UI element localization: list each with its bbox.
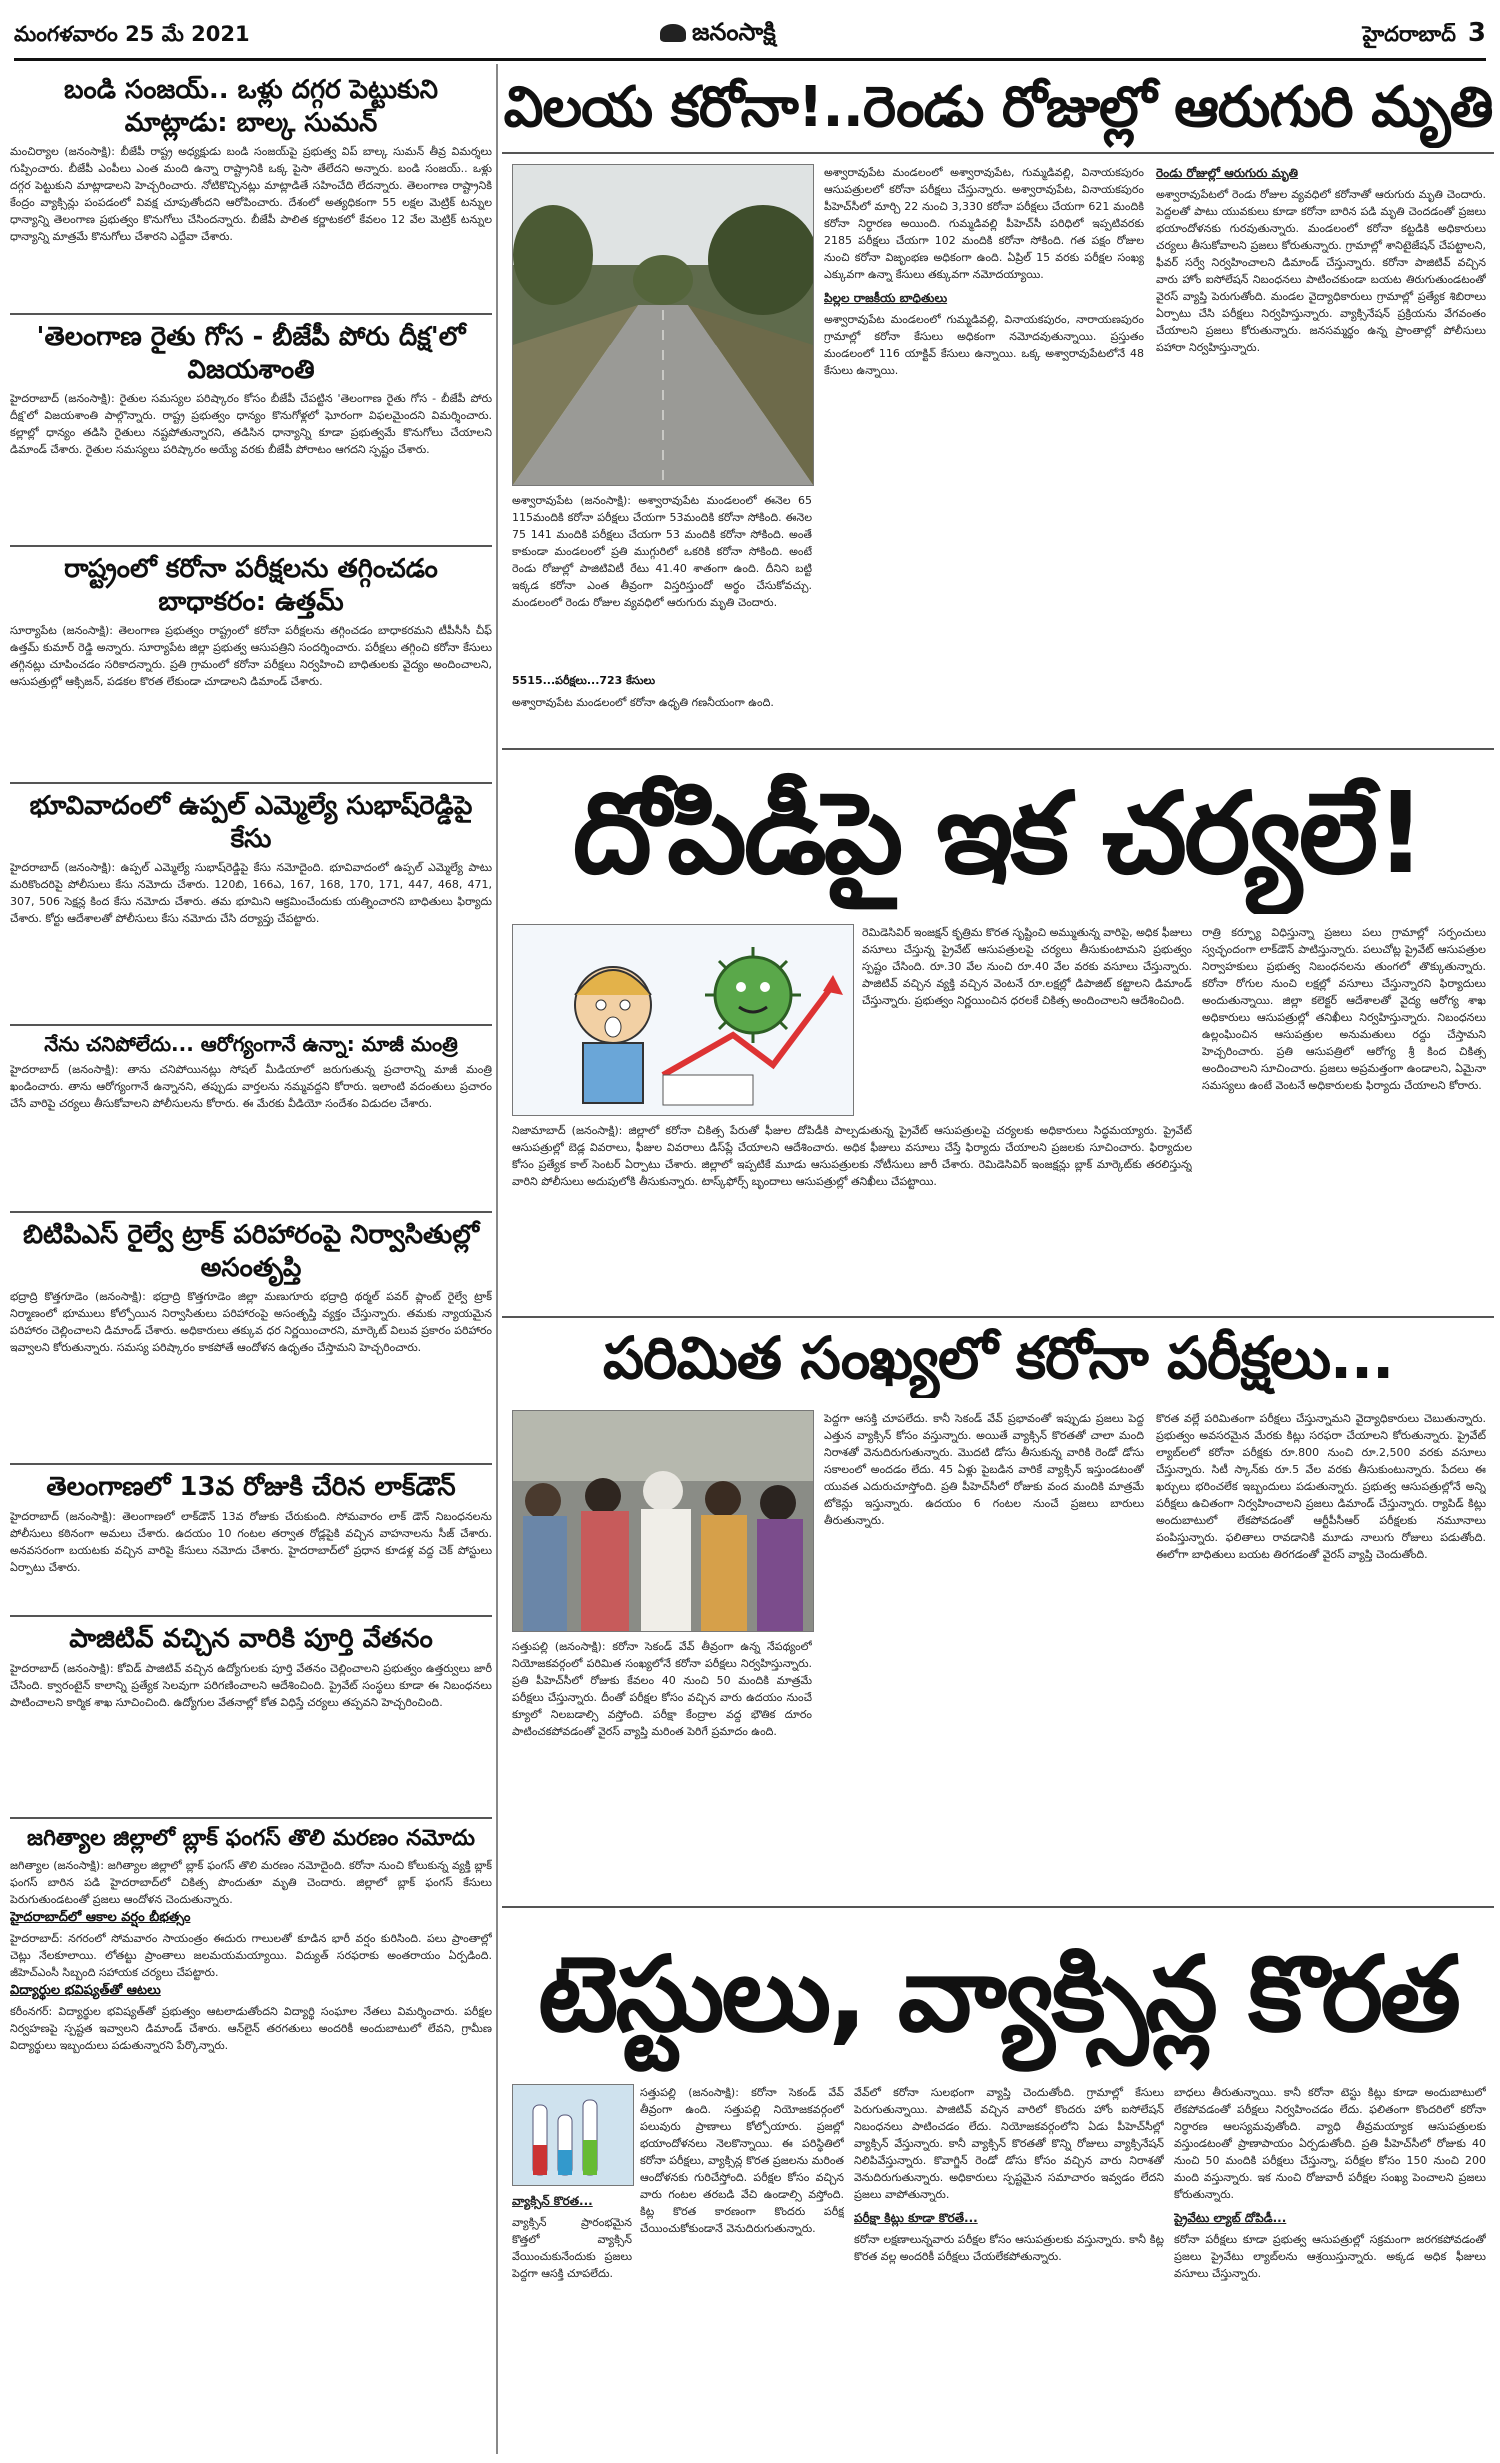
left-story-headline: తెలంగాణలో 13వ రోజుకి చేరిన లాక్‌డౌన్	[46, 1472, 456, 1502]
story3-headline: పరిమిత సంఖ్యలో కరోనా పరీక్షలు...	[602, 1324, 1394, 1392]
story4-subhead: వ్యాక్సిన్ కొరత...	[512, 2194, 593, 2208]
left-story-body: హైదరాబాద్ (జనంసాక్షి): తాను చనిపోయినట్లు సోషల్ మీడియాలో జరుగుతున్న ప్రచారాన్ని మాజీ మంత్రి ఖండించారు. తాను ఆరోగ్యంగానే ఉన్నానని, తప్పుడు వార్తలను నమ్మవద్దని కోరారు. ఇలాంటి వదంతులు ప్రచారం చేసే వారిపై చర్యలు తీసుకోవాలని పోలీసులను కోరారు. ఈ మేరకు వీడియో సందేశం విడుదల చేశారు.	[10, 1063, 492, 1111]
left-story-body: హైదరాబాద్ (జనంసాక్షి): తెలంగాణలో లాక్‌డౌన్ 13వ రోజుకు చేరుకుంది. సోమవారం లాక్ డౌన్ నిబంధనలను పోలీసులు కఠినంగా అమలు చేశారు. ఉదయం 10 గంటల తర్వాత రోడ్లపైకి వచ్చిన వాహనాలను సీజ్ చేశారు. అనవసరంగా బయటకు వచ్చిన వారిపై కేసులు నమోదు చేశారు. హైదరాబాద్‌లో ప్రధాన కూడళ్ల వద్ద చెక్ పోస్టులు ఏర్పాటు చేశారు.	[10, 1509, 492, 1574]
left-story-headline: బిటిపిఎస్ రైల్వే ట్రాక్ పరిహారంపై నిర్వాసితుల్లో అసంతృప్తి	[22, 1220, 480, 1283]
left-story-headline: 'తెలంగాణ రైతు గోస - బీజేపీ పోరు దీక్ష'లో విజయశాంతి	[36, 322, 466, 385]
column-divider	[496, 64, 498, 2454]
story4-col1-lower	[512, 2192, 632, 2444]
edition-city: హైదరాబాద్	[1362, 22, 1456, 46]
left-story	[10, 784, 492, 1026]
story3-col3: కొరత వల్లే పరిమితంగా పరీక్షలు చేస్తున్నామని వైద్యాధికారులు చెబుతున్నారు. ప్రభుత్వం అవసరమైన మేరకు కిట్లు సరఫరా చేయాలని కోరుతున్నారు. ప్రైవేట్ ల్యాబ్‌లలో కరోనా పరీక్షకు రూ.800 నుంచి రూ.2,500 వరకు వసూలు చేస్తున్నారు. సిటీ స్కాన్‌కు రూ.5 వేల వరకు తీసుకుంటున్నారు. పేదలు ఈ ఖర్చులు భరించలేక ఇబ్బందులు పడుతున్నారు. ప్రభుత్వ ఆసుపత్రుల్లోనే అన్ని పరీక్షలు ఉచితంగా నిర్వహించాలని ప్రజలు డిమాండ్ చేస్తున్నారు. ర్యాపిడ్ కిట్లు అందుబాటులో లేకపోవడంతో ఆర్టీపీసీఆర్ పరీక్షలకు నమూనాలు పంపిస్తున్నారు. ఫలితాలు రావడానికి మూడు నాలుగు రోజులు పడుతోంది. ఈలోగా బాధితులు బయట తిరగడంతో వైరస్ వ్యాప్తి చెందుతోంది.	[1156, 1412, 1486, 1562]
story4-col2-text: వేవ్‌లో కరోనా సులభంగా వ్యాప్తి చెందుతోంది. గ్రామాల్లో కేసులు పెరుగుతున్నాయి. పాజిటివ్ వచ్చిన వారిలో కొందరు హోం ఐసోలేషన్ నిబంధనలు పాటించడం లేదు. నియోజకవర్గంలోని ఏడు పీహెచ్‌సీల్లో వ్యాక్సిన్ వేస్తున్నారు. కానీ వ్యాక్సిన్ కొరతతో కొన్ని రోజులు వ్యాక్సినేషన్ నిలిపివేస్తున్నారు. కొవాగ్జిన్ రెండో డోసు కోసం వచ్చిన వారు నిరాశతో వెనుదిరుగుతున్నారు. అధికారులు స్పష్టమైన సమాచారం ఇవ్వడం లేదని ప్రజలు వాపోతున్నారు.	[854, 2086, 1164, 2202]
left-story-headline: నేను చనిపోలేదు... ఆరోగ్యంగానే ఉన్నా: మాజీ మంత్రి	[44, 1032, 458, 1056]
story1-headline: విలయ కరోనా!..రెండు రోజుల్లో ఆరుగురి మృతి	[503, 75, 1493, 140]
left-story	[10, 1617, 492, 1819]
left-story-body: సూర్యాపేట (జనంసాక్షి): తెలంగాణ ప్రభుత్వం రాష్ట్రంలో కరోనా పరీక్షలను తగ్గించడం బాధాకరమని టీపీసీసీ చీఫ్ ఉత్తమ్ కుమార్ రెడ్డి అన్నారు. సూర్యాపేట జిల్లా ప్రభుత్వ ఆసుపత్రిని సందర్శించారు. పరీక్షలు తగ్గించి కరోనా కేసులు తగ్గినట్లు చూపించడం సరికాదన్నారు. ప్రతి గ్రామంలో కరోనా పరీక్షలు నిర్వహించి బాధితులకు వైద్యం అందించాలని, ఆసుపత్రుల్లో ఆక్సిజన్, పడకల కొరత లేకుండా చూడాలని డిమాండ్ చేశారు.	[10, 624, 492, 689]
left-story-headline: భూవివాదంలో ఉప్పల్ ఎమ్మెల్యే సుభాష్‌రెడ్డిపై కేసు	[29, 791, 473, 854]
left-story-body: జగిత్యాల (జనంసాక్షి): జగిత్యాల జిల్లాలో బ్లాక్ ఫంగస్ తొలి మరణం నమోదైంది. కరోనా నుంచి కోలుకున్న వ్యక్తి బ్లాక్ ఫంగస్ బారిన పడి హైదరాబాద్‌లో చికిత్స పొందుతూ మృతి చెందారు. జిల్లాలో బ్లాక్ ఫంగస్ కేసులు పెరుగుతుండటంతో ప్రజలు ఆందోళన చెందుతున్నారు.	[10, 1858, 492, 1906]
story4-col3-text: కరోనా పరీక్షలు కూడా ప్రభుత్వ ఆసుపత్రుల్లో సక్రమంగా జరగకపోవడంతో ప్రజలు ప్రైవేటు ల్యాబ్‌లను ఆశ్రయిస్తున్నారు. అక్కడ అధిక ఫీజులు వసూలు చేస్తున్నారు.	[1174, 2232, 1486, 2281]
story-divider	[502, 748, 1494, 750]
left-column	[10, 68, 492, 2456]
story1-subhead: రెండు రోజుల్లో ఆరుగురు మృతి	[1156, 166, 1299, 180]
issue-date: మంగళవారం 25 మే 2021	[14, 22, 250, 46]
story1-col1-cont: అశ్వారావుపేట మండలంలో కరోనా ఉధృతి గణనీయంగా ఉంది.	[512, 696, 774, 709]
left-story-body: హైదరాబాద్ (జనంసాక్షి): కోవిడ్ పాజిటివ్ వచ్చిన ఉద్యోగులకు పూర్తి వేతనం చెల్లించాలని ప్రభుత్వం ఉత్తర్వులు జారీ చేసింది. క్వారంటైన్ కాలాన్ని ప్రత్యేక సెలవుగా పరిగణించాలని ఆదేశించింది. ప్రైవేట్ సంస్థలు కూడా ఈ నిబంధనలు పాటించాలని కార్మిక శాఖ సూచించింది. ఉద్యోగుల వేతనాల్లో కోత విధిస్తే చర్యలు తప్పవని హెచ్చరించింది.	[10, 1661, 492, 1709]
crowd-photo	[512, 1410, 814, 1632]
left-story-subhead: హైదరాబాద్‌లో ఆకాల వర్షం బీభత్సం	[10, 1909, 191, 1925]
left-story-headline: జగిత్యాల జిల్లాలో బ్లాక్ ఫంగస్ తొలి మరణం నమోదు	[26, 1826, 476, 1851]
cartoon-image	[513, 925, 853, 1115]
story4-subhead: ప్రైవేటు ల్యాబ్ దోపిడీ...	[1174, 2211, 1287, 2226]
story1-col2-text: అశ్వారావుపేట మండలంలో అశ్వారావుపేట, గుమ్మడివల్లి, వినాయకపురం ఆసుపత్రులలో కరోనా పరీక్షలు చేస్తున్నారు. అశ్వారావుపేట, వినాయకపురం పీహెచ్‌సీలో మార్చి 22 నుంచి 3,330 కరోనా పరీక్షలు చేయగా 621 మందికి కరోనా నిర్ధారణ అయింది. గుమ్మడివల్లి పీహెచ్‌సీ పరిధిలో ఇప్పటివరకు 2185 పరీక్షలు చేయగా 102 మందికి కరోనా సోకింది. గత పక్షం రోజుల నుంచి కరోనా విజృంభణ అధికంగా ఉంది. ఏప్రిల్ 15 వరకు పరీక్షల సంఖ్య ఎక్కువగా ఉన్నా కేసులు తక్కువగా నమోదయ్యాయి.	[824, 166, 1144, 282]
newspaper-logo	[660, 18, 776, 52]
left-story-body: కరీంనగర్: విద్యార్థుల భవిష్యత్‌తో ప్రభుత్వం ఆటలాడుతోందని విద్యార్థి సంఘాల నేతలు విమర్శించారు. పరీక్షల నిర్వహణపై స్పష్టత ఇవ్వాలని డిమాండ్ చేశారు. ఆన్‌లైన్ తరగతులు అందరికీ అందుబాటులో లేవని, గ్రామీణ విద్యార్థులు ఇబ్బందులు పడుతున్నారని పేర్కొన్నారు.	[10, 2004, 492, 2052]
story2-col1: రెమిడెసివిర్ ఇంజక్షన్ కృత్రిమ కొరత సృష్టించి అమ్ముతున్న వారిపై, అధిక ఫీజులు వసూలు చేస్తున్న ప్రైవేట్ ఆసుపత్రులపై చర్యలు తీసుకుంటామని ప్రభుత్వం స్పష్టం చేసింది. రూ.30 వేల నుంచి రూ.40 వేల వరకు వసూలు చేస్తున్నారు. పాజిటివ్ వచ్చిన వ్యక్తి వచ్చిన వెంటనే రూ.లక్షల్లో డిపాజిట్ కట్టాలని డిమాండ్ చేస్తున్నారు. ప్రభుత్వం నిర్ణయించిన ధరలకే చికిత్స అందించాలని ఆదేశించింది.	[862, 926, 1192, 1008]
lab-photo-image	[513, 2085, 633, 2185]
story1-col2	[824, 164, 1144, 742]
story4-headline: టెస్టులు, వ్యాక్సిన్ల కొరత	[538, 1933, 1458, 2055]
story4-col1-text: సత్తుపల్లి (జనంసాక్షి): కరోనా సెకండ్ వేవ్ తీవ్రంగా ఉంది. సత్తుపల్లి నియోజకవర్గంలో పలువురు ప్రాణాలు కోల్పోయారు. ప్రజల్లో భయాందోళనలు నెలకొన్నాయి. ఈ పరిస్థితిలో కరోనా పరీక్షలు, వ్యాక్సిన్ల కొరత ప్రజలను మరింత ఆందోళనకు గురిచేస్తోంది. పరీక్షల కోసం వచ్చిన వారు గంటల తరబడి వేచి ఉండాల్సి వస్తోంది. కిట్ల కొరత కారణంగా కొందరు పరీక్ష చేయించుకోకుండానే వెనుదిరుగుతున్నారు.	[640, 2086, 844, 2236]
story-divider	[502, 152, 1494, 154]
story2-col2: నిజామాబాద్ (జనంసాక్షి): జిల్లాలో కరోనా చికిత్స పేరుతో ఫీజుల దోపిడీకి పాల్పడుతున్న ప్రైవేట్ ఆసుపత్రులపై చర్యలకు అధికారులు సిద్ధమయ్యారు. ప్రైవేట్ ఆసుపత్రుల్లో బెడ్ల వివరాలు, ఫీజుల వివరాలు డిస్‌ప్లే చేయాలని ఆదేశించారు. అధిక ఫీజులు వసూలు చేస్తే ఫిర్యాదు చేయాలని ప్రజలకు సూచించారు. ఫిర్యాదుల కోసం ప్రత్యేక కాల్ సెంటర్ ఏర్పాటు చేశారు. జిల్లాలో ఇప్పటికే మూడు ఆసుపత్రులకు నోటీసులు జారీ చేశారు. రెమిడెసివిర్ ఇంజక్షన్లు బ్లాక్ మార్కెట్‌కు తరలిస్తున్న వారిని పోలీసులు అదుపులోకి తీసుకున్నారు. టాస్క్‌ఫోర్స్ బృందాలు ఆసుపత్రుల్లో తనిఖీలు చేపట్టాయి.	[512, 1124, 1192, 1189]
masthead	[0, 0, 1500, 58]
story3-col2: పెద్దగా ఆసక్తి చూపలేదు. కానీ సెకండ్ వేవ్ ప్రభావంతో ఇప్పుడు ప్రజలు పెద్ద ఎత్తున వ్యాక్సిన్ కోసం వస్తున్నారు. అయితే వ్యాక్సిన్ కొరతతో చాలా మంది నిరాశతో వెనుదిరుగుతున్నారు. మొదటి డోసు తీసుకున్న వారికి రెండో డోసు సకాలంలో అందడం లేదు. 45 ఏళ్లు పైబడిన వారికే వ్యాక్సిన్ ఇస్తుండటంతో యువత ఎదురుచూస్తోంది. ప్రతి పీహెచ్‌సీలో రోజుకు వంద మందికి మాత్రమే టోకెన్లు ఇస్తున్నారు. ఉదయం 6 గంటల నుంచే ప్రజలు బారులు తీరుతున్నారు.	[824, 1412, 1144, 1528]
main-area	[502, 64, 1494, 2456]
road-photo-image	[513, 165, 813, 485]
story2-headline: దోపిడీపై ఇక చర్యలే!	[572, 769, 1424, 899]
left-story-body: మంచిర్యాల (జనంసాక్షి): బీజేపీ రాష్ట్ర అధ్యక్షుడు బండి సంజయ్‌పై ప్రభుత్వ విప్ బాల్క సుమన్ తీవ్ర విమర్శలు గుప్పించారు. బీజేపీ ఎంపీలు ఎంత మంది ఉన్నా రాష్ట్రానికి ఒక్క పైసా తేలేదని అన్నారు. బండి సంజయ్.. ఒళ్లు దగ్గర పెట్టుకుని మాట్లాడాలని హెచ్చరించారు. నోటికొచ్చినట్లు మాట్లాడితే సహించేది లేదన్నారు. తెలంగాణ రాష్ట్రానికి కేంద్రం వ్యాక్సిన్లు పంపడంలో వివక్ష చూపుతోందని ఆరోపించారు. దేశంలో అత్యధికంగా 55 లక్షల మెట్రిక్ టన్నుల ధాన్యాన్ని తెలంగాణ ప్రభుత్వం కొనుగోలు చేసిందన్నారు. బీజేపీ పాలిత కర్ణాటకలో కేవలం 12 వేల మెట్రిక్ టన్నుల ధాన్యాన్ని మాత్రమే కొనుగోలు చేశారని ఎద్దేవా చేశారు.	[10, 145, 492, 244]
left-story	[10, 1819, 492, 2389]
story4-col3-text: బాధలు తీరుతున్నాయి. కానీ కరోనా టెస్టు కిట్లు కూడా అందుబాటులో లేకపోవడంతో పరీక్షలు నిర్వహించడం లేదు. ఫలితంగా కొందరిలో కరోనా నిర్ధారణ ఆలస్యమవుతోంది. వ్యాధి తీవ్రమయ్యాక ఆసుపత్రులకు వస్తుండటంతో ప్రాణాపాయం ఏర్పడుతోంది. ప్రతి పీహెచ్‌సీలో రోజుకు 40 నుంచి 50 మందికి పరీక్షలు చేస్తున్నా, పరీక్షల కోసం 150 నుంచి 200 మంది వస్తున్నారు. ఇక నుంచి రోజువారీ పరీక్షల సంఖ్య పెంచాలని ప్రజలు కోరుతున్నారు.	[1174, 2086, 1486, 2202]
left-story	[10, 1213, 492, 1465]
story4-col1-text: వ్యాక్సిన్ ప్రారంభమైన కొత్తలో వ్యాక్సిన్ వేయించుకునేందుకు ప్రజలు పెద్దగా ఆసక్తి చూపలేదు.	[512, 2215, 632, 2280]
left-story-body: హైదరాబాద్: నగరంలో సోమవారం సాయంత్రం ఈదురు గాలులతో కూడిన భారీ వర్షం కురిసింది. పలు ప్రాంతాల్లో చెట్లు నేలకూలాయి. లోతట్టు ప్రాంతాలు జలమయమయ్యాయి. విద్యుత్ సరఫరాకు అంతరాయం ఏర్పడింది. జీహెచ్ఎంసీ సిబ్బంది సహాయక చర్యలు చేపట్టారు.	[10, 1931, 492, 1979]
left-story-body: భద్రాద్రి కొత్తగూడెం (జనంసాక్షి): భద్రాద్రి కొత్తగూడెం జిల్లా మణుగూరు భద్రాద్రి థర్మల్ పవర్ ప్లాంట్ రైల్వే ట్రాక్ నిర్మాణంలో భూములు కోల్పోయిన నిర్వాసితులు పరిహారంపై అసంతృప్తి వ్యక్తం చేస్తున్నారు. తమకు న్యాయమైన పరిహారం చెల్లించాలని డిమాండ్ చేశారు. అధికారులు తక్కువ ధర నిర్ణయించారని, మార్కెట్ విలువ ప్రకారం పరిహారం ఇవ్వాలని కోరుతున్నారు. సమస్య పరిష్కారం కాకపోతే ఆందోళన ఉధృతం చేస్తామని హెచ్చరించారు.	[10, 1290, 492, 1355]
left-story-headline: పాజిటివ్ వచ్చిన వారికి పూర్తి వేతనం	[69, 1624, 433, 1654]
story4-col1	[640, 2084, 844, 2444]
photo-caption: 5515...పరీక్షలు...723 కేసులు	[512, 674, 656, 687]
left-story-subhead: విద్యార్థుల భవిష్యత్‌తో ఆటలు	[10, 1982, 161, 1998]
left-story-headline: బండి సంజయ్.. ఒళ్లు దగ్గర పెట్టుకుని మాట్లాడు: బాల్క సుమన్	[64, 75, 438, 138]
left-story	[10, 1465, 492, 1617]
left-story-body: హైదరాబాద్ (జనంసాక్షి): ఉప్పల్ ఎమ్మెల్యే సుభాష్‌రెడ్డిపై కేసు నమోదైంది. భూవివాదంలో ఉప్పల్ ఎమ్మెల్యే పాటు మరికొందరిపై పోలీసులు కేసు నమోదు చేశారు. 120బి, 166ఎ, 167, 168, 170, 171, 447, 468, 471, 307, 506 సెక్షన్ల కింద కేసు నమోదు చేశారు. తమ భూమిని ఆక్రమించేందుకు యత్నించారని బాధితులు ఫిర్యాదు చేశారు. కోర్టు ఆదేశాలతో పోలీసులు కేసు నమోదు చేసి దర్యాప్తు చేపట్టారు.	[10, 861, 492, 926]
left-story	[10, 547, 492, 784]
left-story	[10, 315, 492, 547]
story4-col2-text: కరోనా లక్షణాలున్నవారు పరీక్షల కోసం ఆసుపత్రులకు వస్తున్నారు. కానీ కిట్ల కొరత వల్ల అందరికీ పరీక్షలు చేయలేకపోతున్నారు.	[854, 2232, 1164, 2263]
story2-col3: రాత్రి కర్ఫ్యూ విధిస్తున్నా ప్రజలు పలు గ్రామాల్లో సర్పంచులు స్వచ్ఛందంగా లాక్‌డౌన్ పాటిస్తున్నారు. పలుచోట్ల ప్రైవేట్ ఆసుపత్రుల నిర్వాహకులు ప్రభుత్వ నిబంధనలను తుంగలో తొక్కుతున్నారు. కరోనా రోగుల నుంచి లక్షల్లో వసూలు చేస్తున్నారని ఫిర్యాదులు అందుతున్నాయి. జిల్లా కలెక్టర్ ఆదేశాలతో వైద్య ఆరోగ్య శాఖ అధికారులు ఆసుపత్రుల్లో తనిఖీలు నిర్వహిస్తున్నారు. నిబంధనలు ఉల్లంఘించిన ఆసుపత్రుల అనుమతులు రద్దు చేస్తామని హెచ్చరించారు. ప్రతి ఆసుపత్రిలో ఆరోగ్య శ్రీ కింద చికిత్స అందించాలని సూచించారు. ప్రజలు అప్రమత్తంగా ఉండాలని, ఏమైనా సమస్యలు ఉంటే వెంటనే అధికారులకు ఫిర్యాదు చేయాలని కోరారు.	[1202, 926, 1486, 1093]
story-divider	[502, 1906, 1494, 1908]
logo-mark-icon	[660, 24, 686, 42]
logo-text: జనంసాక్షి	[692, 18, 776, 46]
left-story-headline: రాష్ట్రంలో కరోనా పరీక్షలను తగ్గించడం బాధాకరం: ఉత్తమ్	[64, 554, 438, 617]
masthead-rule	[14, 58, 1486, 61]
story1-subhead: పిల్లల రాజకీయ బాధితులు	[824, 291, 948, 306]
story4-col3	[1174, 2084, 1486, 2444]
story1-col2-text: అశ్వారావుపేట మండలంలో గుమ్మడివల్లి, వినాయకపురం, నారాయణపురం గ్రామాల్లో కరోనా కేసులు అధికంగా నమోదవుతున్నాయి. ప్రస్తుతం మండలంలో 116 యాక్టివ్ కేసులు ఉన్నాయి. ఒక్క అశ్వారావుపేటలోనే 48 కేసులు ఉన్నాయి.	[824, 312, 1144, 378]
story1-col3	[1156, 164, 1486, 742]
left-story	[10, 1026, 492, 1213]
story4-subhead: పరీక్షా కిట్లు కూడా కొరతే...	[854, 2211, 978, 2226]
story3-col1: సత్తుపల్లి (జనంసాక్షి): కరోనా సెకండ్ వేవ్ తీవ్రంగా ఉన్న నేపథ్యంలో నియోజకవర్గంలో పరిమిత సంఖ్యలోనే కరోనా పరీక్షలు నిర్వహిస్తున్నారు. ప్రతి పీహెచ్‌సీలో రోజుకు కేవలం 40 నుంచి 50 మందికి మాత్రమే పరీక్షలు చేస్తున్నారు. దీంతో పరీక్షల కోసం వచ్చిన వారు ఉదయం నుంచే క్యూలో నిలబడాల్సి వస్తోంది. పరీక్షా కేంద్రాల వద్ద భౌతిక దూరం పాటించకపోవడంతో వైరస్ వ్యాప్తి మరింత పెరిగే ప్రమాదం ఉంది.	[512, 1640, 812, 1739]
cartoon-illustration	[512, 924, 854, 1116]
story1-col3-text: అశ్వారావుపేటలో రెండు రోజుల వ్యవధిలో కరోనాతో ఆరుగురు మృతి చెందారు. పెద్దలతో పాటు యువకులు కూడా కరోనా బారిన పడి మృతి చెందడంతో ప్రజలు భయాందోళనకు గురవుతున్నారు. మండలంలో కరోనా కట్టడికి అధికారులు చర్యలు తీసుకోవాలని ప్రజలు కోరుతున్నారు. గ్రామాల్లో శానిటైజేషన్ చేపట్టాలని, ఫీవర్ సర్వే నిర్వహించాలని డిమాండ్ చేస్తున్నారు. కరోనా పాజిటివ్ వచ్చిన వారు హోం ఐసోలేషన్ నిబంధనలు పాటించకుండా బయట తిరుగుతుండటంతో వైరస్ వ్యాప్తి పెరుగుతోంది. మండల వైద్యాధికారులు గ్రామాల్లో ప్రత్యేక శిబిరాలు ఏర్పాటు చేసి పరీక్షలు నిర్వహిస్తున్నారు. వ్యాక్సినేషన్ ప్రక్రియను వేగవంతం చేయాలని ప్రజలు కోరుతున్నారు. జనసమ్మర్థం ఉన్న ప్రాంతాల్లో పోలీసులు పహారా నిర్వహిస్తున్నారు.	[1156, 187, 1486, 355]
lab-photo	[512, 2084, 634, 2186]
story1-col1: అశ్వారావుపేట (జనంసాక్షి): అశ్వారావుపేట మండలంలో ఈనెల 65 115మందికి కరోనా పరీక్షలు చేయగా 53మందికి కరోనా సోకింది. ఈనెల 75 141 మందికి పరీక్షలు చేయగా 53 మందికి కరోనా సోకింది. అంతే కాకుండా మండలంలో ప్రతి ముగ్గురిలో ఒకరికి కరోనా సోకింది. అంటే రెండు రోజుల్లో పాజిటివిటీ రేటు 41.40 శాతంగా ఉంది. దీనిని బట్టి ఇక్కడ కరోనా ఎంత తీవ్రంగా విస్తరిస్తుందో అర్థం చేసుకోవచ్చు. మండలంలో రెండు రోజుల వ్యవధిలో ఆరుగురు మృతి చెందారు.	[512, 494, 812, 610]
left-story	[10, 68, 492, 315]
crowd-photo-image	[513, 1411, 813, 1631]
page-number: 3	[1467, 18, 1486, 48]
road-photo	[512, 164, 814, 486]
left-story-body: హైదరాబాద్ (జనంసాక్షి): రైతుల సమస్యల పరిష్కారం కోసం బీజేపీ చేపట్టిన 'తెలంగాణ రైతు గోస - బీజేపీ పోరు దీక్ష'లో విజయశాంతి పాల్గొన్నారు. రాష్ట్ర ప్రభుత్వం ధాన్యం కొనుగోళ్లలో ఘోరంగా విఫలమైందని విమర్శించారు. కల్లాల్లో ధాన్యం తడిసి రైతులు నష్టపోతున్నారని, తడిసిన ధాన్యాన్ని కూడా ప్రభుత్వమే కొనుగోలు చేయాలని డిమాండ్ చేశారు. రైతుల సమస్యలు పరిష్కారం అయ్యే వరకు బీజేపీ పోరాటం ఆగదని స్పష్టం చేశారు.	[10, 392, 492, 457]
story4-col2	[854, 2084, 1164, 2444]
